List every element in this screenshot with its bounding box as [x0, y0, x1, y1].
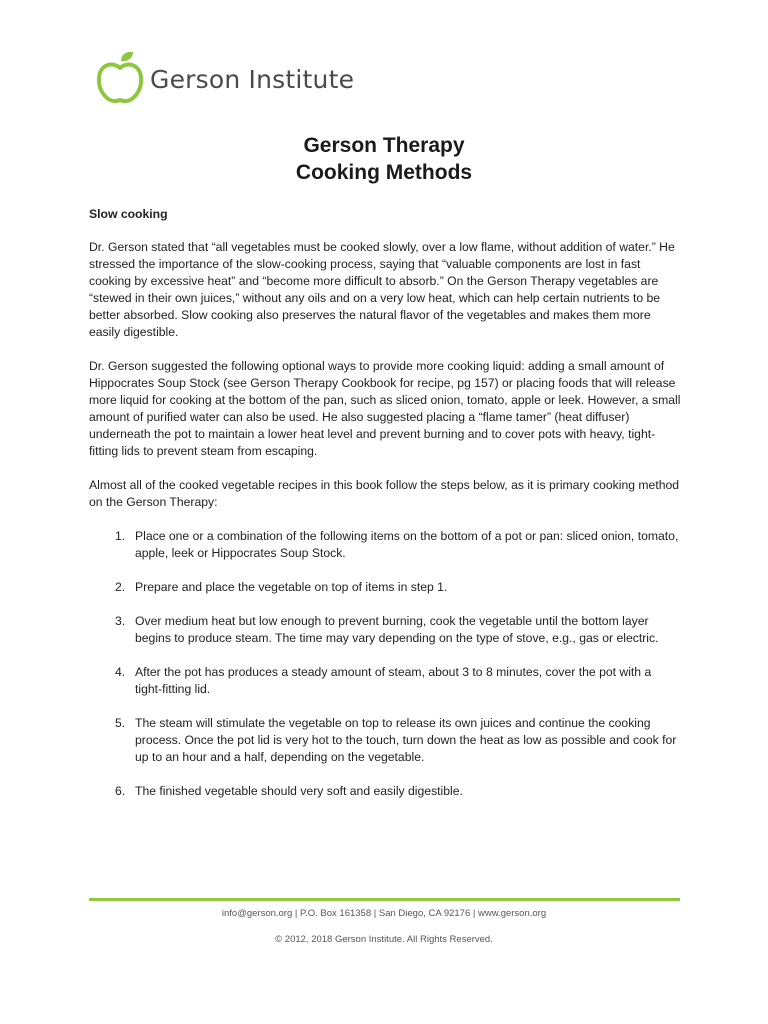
page-title	[0, 132, 768, 186]
paragraph-intro: Dr. Gerson stated that “all vegetables must be cooked slowly, over a low flame, without addition of water.” He stressed the importance of the slow-cooking process, saying that “valuable components are lost in fast cooking by excessive heat” and “become more difficult to absorb.” On the Gerson Therapy vegetables are “stewed in their own juices,” without any oils and on a very low heat, which can help certain nutrients to be better absorbed. Slow cooking also preserves the natural flavor of the vegetables and makes them more easily digestible.	[89, 240, 675, 339]
step-text: The finished vegetable should very soft and easily digestible.	[135, 784, 463, 798]
title-line-2: Cooking Methods	[295, 161, 473, 184]
step-number: 6.	[115, 784, 126, 798]
footer-copyright: © 2012, 2018 Gerson Institute. All Rights Reserved.	[275, 934, 493, 945]
list-item	[115, 715, 681, 766]
step-text: Prepare and place the vegetable on top of items in step 1.	[135, 580, 448, 594]
footer-divider	[89, 898, 680, 901]
step-text: The steam will stimulate the vegetable on top to release its own juices and continue the cooking process. Once the pot lid is very hot to the touch, turn down the heat as low as possible and cook for up to an hour and a half, depending on the vegetable.	[135, 716, 677, 764]
step-number: 2.	[115, 580, 126, 594]
title-line-1: Gerson Therapy	[303, 134, 465, 157]
apple-icon	[94, 50, 146, 104]
paragraph-steps-intro: Almost all of the cooked vegetable recipes in this book follow the steps below, as it is primary cooking method on the Gerson Therapy:	[89, 478, 680, 509]
list-item	[115, 783, 681, 800]
step-text: Place one or a combination of the following items on the bottom of a pot or pan: sliced onion, tomato, apple, leek or Hippocrates Soup Stock.	[135, 529, 679, 560]
step-number: 5.	[115, 716, 126, 730]
step-number: 4.	[115, 665, 126, 679]
gerson-institute-logo	[94, 50, 354, 104]
list-item	[115, 528, 681, 562]
brand-name: Gerson Institute	[150, 64, 355, 94]
paragraph-liquid: Dr. Gerson suggested the following optional ways to provide more cooking liquid: adding a small amount of Hippocrates Soup Stock (see Gerson Therapy Cookbook for recipe, pg 157) or placing foods that will release more liquid for cooking at the bottom of the pan, such as sliced onion, tomato, apple or leek. However, a small amount of purified water can also be used. He also suggested placing a “flame tamer” (heat diffuser) underneath the pot to maintain a lower heat level and prevent burning and to cover pots with heavy, tight- fitting lids to prevent steam from escaping.	[89, 359, 681, 458]
list-item	[115, 579, 681, 596]
section-heading: Slow cooking	[89, 207, 168, 221]
steps-list	[89, 528, 681, 800]
step-number: 3.	[115, 614, 126, 628]
step-number: 1.	[115, 529, 126, 543]
footer-contact-info: info@gerson.org | P.O. Box 161358 | San Diego, CA 92176 | www.gerson.org	[221, 908, 547, 919]
step-text: After the pot has produces a steady amount of steam, about 3 to 8 minutes, cover the pot with a tight-fitting lid.	[135, 665, 652, 696]
step-text: Over medium heat but low enough to prevent burning, cook the vegetable until the bottom layer begins to produce steam. The time may vary depending on the type of stove, e.g., gas or electric.	[135, 614, 659, 645]
list-item	[115, 664, 681, 698]
list-item	[115, 613, 681, 647]
document-body	[89, 206, 681, 817]
